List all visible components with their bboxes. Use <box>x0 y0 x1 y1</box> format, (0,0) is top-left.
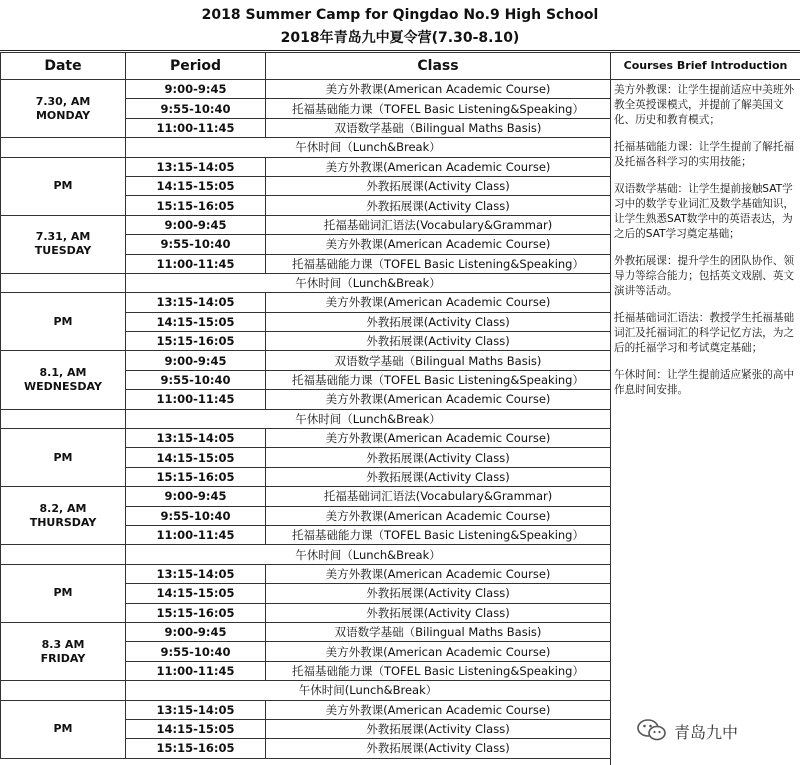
class-cell: 美方外教课(American Academic Course) <box>266 642 611 661</box>
class-cell: 外教拓展课(Activity Class) <box>266 603 611 622</box>
period-cell: 9:00-9:45 <box>126 622 266 641</box>
class-cell: 美方外教课(American Academic Course) <box>266 80 611 99</box>
date-cell-am <box>1 622 126 680</box>
period-cell: 9:55-10:40 <box>126 235 266 254</box>
class-cell: 双语数学基础（Bilingual Maths Basis) <box>266 351 611 370</box>
table-row <box>1 80 611 99</box>
weekday-label: MONDAY <box>35 108 91 122</box>
header-date: Date <box>1 53 126 80</box>
date-cell-pm: PM <box>1 564 126 622</box>
class-cell: 外教拓展课(Activity Class) <box>266 176 611 195</box>
lunch-cell: 午休时间（Lunch&Break） <box>126 545 611 564</box>
document-title <box>0 0 800 51</box>
class-cell: 托福基础能力课（TOFEL Basic Listening&Speaking） <box>266 254 611 273</box>
date-cell-empty <box>1 681 126 700</box>
period-cell: 13:15-14:05 <box>126 293 266 312</box>
table-row <box>1 157 611 176</box>
period-cell: 11:00-11:45 <box>126 525 266 544</box>
table-row <box>1 487 611 506</box>
intro-paragraph: 美方外教课：让学生提前适应中美班外教全英授课模式，并提前了解美国文化、历史和教育模式； <box>614 84 795 126</box>
table-row <box>1 293 611 312</box>
class-cell: 托福基础能力课（TOFEL Basic Listening&Speaking） <box>266 661 611 680</box>
date-cell-empty <box>1 409 126 428</box>
schedule-table <box>0 52 611 759</box>
period-cell: 11:00-11:45 <box>126 390 266 409</box>
class-cell: 托福基础能力课（TOFEL Basic Listening&Speaking） <box>266 99 611 118</box>
courses-introduction <box>610 52 800 765</box>
intro-paragraph: 外教拓展课：提升学生的团队协作、领导力等综合能力；包括英文戏剧、英文演讲等活动。 <box>614 255 795 297</box>
class-cell: 外教拓展课(Activity Class) <box>266 719 611 738</box>
period-cell: 15:15-16:05 <box>126 603 266 622</box>
table-row <box>1 429 611 448</box>
schedule-body <box>1 80 611 759</box>
watermark-logo <box>636 716 796 744</box>
weekday-label: WEDNESDAY <box>24 380 102 394</box>
lunch-cell: 午休时间（Lunch&Break） <box>126 273 611 292</box>
table-header-row <box>1 53 611 80</box>
wechat-icon <box>636 718 668 742</box>
weekday-label: THURSDAY <box>29 515 97 529</box>
class-cell: 双语数学基础（Bilingual Maths Basis) <box>266 118 611 137</box>
watermark-name: 青岛九中 <box>674 723 739 742</box>
class-cell: 托福基础能力课（TOFEL Basic Listening&Speaking） <box>266 370 611 389</box>
class-cell: 外教拓展课(Activity Class) <box>266 584 611 603</box>
period-cell: 13:15-14:05 <box>126 429 266 448</box>
class-cell: 托福基础词汇语法(Vocabulary&Grammar) <box>266 487 611 506</box>
title-chinese: 2018年青岛九中夏令营(7.30-8.10) <box>280 30 520 46</box>
table-row <box>1 215 611 234</box>
period-cell: 15:15-16:05 <box>126 196 266 215</box>
class-cell: 托福基础词汇语法(Vocabulary&Grammar) <box>266 215 611 234</box>
class-cell: 外教拓展课(Activity Class) <box>266 332 611 351</box>
date-label: 7.30, AM <box>35 94 91 108</box>
intro-heading: Courses Brief Introduction <box>611 53 800 80</box>
table-row <box>1 564 611 583</box>
date-label: 8.2, AM <box>39 501 87 515</box>
date-cell-am <box>1 215 126 273</box>
table-row <box>1 622 611 641</box>
class-cell: 外教拓展课(Activity Class) <box>266 467 611 486</box>
period-cell: 14:15-15:05 <box>126 176 266 195</box>
date-cell-am <box>1 487 126 545</box>
class-cell: 美方外教课(American Academic Course) <box>266 700 611 719</box>
class-cell: 美方外教课(American Academic Course) <box>266 157 611 176</box>
date-cell-am <box>1 80 126 138</box>
date-cell-empty <box>1 545 126 564</box>
table-row <box>1 700 611 719</box>
class-cell: 外教拓展课(Activity Class) <box>266 312 611 331</box>
weekday-label: TUESDAY <box>34 244 92 258</box>
class-cell: 外教拓展课(Activity Class) <box>266 448 611 467</box>
intro-paragraph: 托福基础能力课：让学生提前了解托福及托福各科学习的实用技能； <box>614 141 795 168</box>
date-label: 8.1, AM <box>39 366 87 380</box>
class-cell: 美方外教课(American Academic Course) <box>266 235 611 254</box>
period-cell: 13:15-14:05 <box>126 700 266 719</box>
title-english: 2018 Summer Camp for Qingdao No.9 High School <box>201 7 599 23</box>
class-cell: 美方外教课(American Academic Course) <box>266 429 611 448</box>
period-cell: 11:00-11:45 <box>126 661 266 680</box>
period-cell: 9:00-9:45 <box>126 80 266 99</box>
date-cell-pm: PM <box>1 157 126 215</box>
intro-paragraph: 午休时间：让学生提前适应紧张的高中作息时间安排。 <box>614 369 795 396</box>
class-cell: 托福基础能力课（TOFEL Basic Listening&Speaking） <box>266 525 611 544</box>
class-cell: 外教拓展课(Activity Class) <box>266 739 611 758</box>
period-cell: 13:15-14:05 <box>126 564 266 583</box>
date-cell-pm: PM <box>1 293 126 351</box>
intro-paragraph: 双语数学基础：让学生提前接触SAT学习中的数学专业词汇及数学基础知识，让学生熟悉SAT数学中的英语表达，为之后的SAT学习奠定基础； <box>614 183 795 240</box>
lunch-row <box>1 545 611 564</box>
header-period: Period <box>126 53 266 80</box>
date-cell-empty <box>1 273 126 292</box>
period-cell: 13:15-14:05 <box>126 157 266 176</box>
date-cell-am <box>1 351 126 409</box>
period-cell: 9:55-10:40 <box>126 99 266 118</box>
period-cell: 14:15-15:05 <box>126 719 266 738</box>
class-cell: 美方外教课(American Academic Course) <box>266 506 611 525</box>
date-cell-empty <box>1 138 126 157</box>
lunch-cell: 午休时间（Lunch&Break） <box>126 409 611 428</box>
class-cell: 美方外教课(American Academic Course) <box>266 564 611 583</box>
date-cell-pm: PM <box>1 429 126 487</box>
period-cell: 9:00-9:45 <box>126 215 266 234</box>
lunch-row <box>1 138 611 157</box>
date-cell-pm: PM <box>1 700 126 758</box>
period-cell: 11:00-11:45 <box>126 118 266 137</box>
period-cell: 14:15-15:05 <box>126 448 266 467</box>
class-cell: 美方外教课(American Academic Course) <box>266 293 611 312</box>
period-cell: 15:15-16:05 <box>126 739 266 758</box>
lunch-row <box>1 409 611 428</box>
date-label: 8.3 AM <box>41 637 85 651</box>
lunch-row <box>1 273 611 292</box>
period-cell: 9:55-10:40 <box>126 506 266 525</box>
lunch-cell: 午休时间(Lunch&Break） <box>126 681 611 700</box>
lunch-cell: 午休时间（Lunch&Break） <box>126 138 611 157</box>
weekday-label: FRIDAY <box>40 651 86 665</box>
period-cell: 9:55-10:40 <box>126 642 266 661</box>
table-row <box>1 351 611 370</box>
header-class: Class <box>266 53 611 80</box>
class-cell: 美方外教课(American Academic Course) <box>266 390 611 409</box>
period-cell: 15:15-16:05 <box>126 332 266 351</box>
class-cell: 外教拓展课(Activity Class) <box>266 196 611 215</box>
lunch-row <box>1 681 611 700</box>
period-cell: 9:00-9:45 <box>126 351 266 370</box>
intro-paragraph: 托福基础词汇语法：教授学生托福基础词汇及托福词汇的科学记忆方法，为之后的托福学习和考试奠定基础； <box>614 312 795 354</box>
period-cell: 9:00-9:45 <box>126 487 266 506</box>
class-cell: 双语数学基础（Bilingual Maths Basis) <box>266 622 611 641</box>
period-cell: 14:15-15:05 <box>126 312 266 331</box>
intro-body <box>611 80 800 398</box>
date-label: 7.31, AM <box>35 230 91 244</box>
period-cell: 11:00-11:45 <box>126 254 266 273</box>
period-cell: 15:15-16:05 <box>126 467 266 486</box>
period-cell: 9:55-10:40 <box>126 370 266 389</box>
period-cell: 14:15-15:05 <box>126 584 266 603</box>
